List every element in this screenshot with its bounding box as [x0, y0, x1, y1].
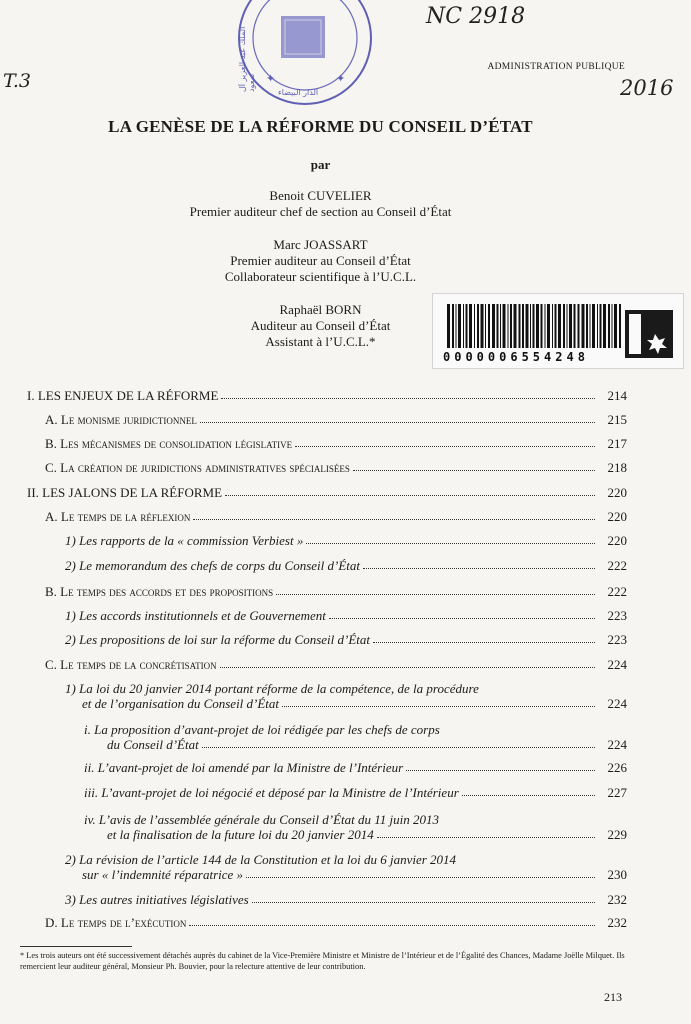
stamp-ring-text-bottom: الدار البيضاء [278, 88, 319, 97]
toc-page: 226 [607, 760, 627, 775]
toc-entry [45, 915, 627, 930]
barcode-sticker [432, 293, 684, 369]
toc-entry [84, 785, 627, 800]
running-header: ADMINISTRATION PUBLIQUE [487, 62, 625, 72]
toc-label: i. La proposition d’avant-projet de loi rédigée par les chefs de corps [84, 722, 440, 737]
toc-page: 220 [607, 509, 627, 524]
toc-label: 3) Les autres initiatives législatives [65, 892, 249, 907]
toc-entry [27, 485, 627, 500]
toc-entry [65, 892, 627, 907]
article-title: LA GENÈSE DE LA RÉFORME DU CONSEIL D’ÉTAT [108, 117, 533, 136]
toc-page: 214 [607, 388, 627, 403]
toc-entry [84, 760, 627, 775]
author-2 [0, 237, 641, 285]
author-role: Premier auditeur chef de section au Conseil d’État [189, 204, 452, 219]
author-role: Collaborateur scientifique à l’U.C.L. [224, 269, 417, 284]
toc-entry [84, 722, 627, 752]
handwritten-year: 2016 [620, 76, 674, 100]
toc-entry [65, 681, 627, 711]
toc-page: 217 [607, 436, 627, 451]
toc-label: C. La création de juridictions administratives spécialisées [45, 460, 350, 475]
author-role: Auditeur au Conseil d’État [250, 318, 391, 333]
toc-label: 1) La loi du 20 janvier 2014 portant réforme de la compétence, de la procédure [65, 681, 479, 696]
toc-entry [45, 460, 627, 475]
toc-page: 232 [607, 915, 627, 930]
toc-entry [45, 436, 627, 451]
toc-entry [65, 608, 627, 623]
toc-page: 224 [607, 737, 627, 752]
toc-label: B. Le temps des accords et des propositions [45, 584, 274, 599]
author-name: Benoit CUVELIER [269, 188, 372, 203]
handwritten-volume-mark: T.3 [3, 70, 32, 92]
toc-entry [45, 584, 627, 599]
svg-text:✦: ✦ [266, 73, 276, 85]
toc-label-continued: et la finalisation de la future loi du 20 janvier 2014 [107, 827, 374, 842]
toc-label: A. Le temps de la réflexion [45, 509, 191, 524]
toc-entry [65, 558, 627, 573]
by-line: par [310, 157, 331, 172]
toc-label: 2) La révision de l’article 144 de la Constitution et la loi du 6 janvier 2014 [65, 852, 457, 867]
toc-page: 223 [607, 632, 627, 647]
footnote-divider [20, 946, 132, 947]
toc-entry [65, 632, 627, 647]
toc-entry [27, 388, 627, 403]
toc-page: 227 [607, 785, 627, 800]
author-name: Raphaël BORN [279, 302, 362, 317]
barcode-icon [445, 302, 625, 350]
toc-label: II. LES JALONS DE LA RÉFORME [27, 485, 223, 500]
toc-label: 2) Le memorandum des chefs de corps du Conseil d’État [65, 558, 360, 573]
author-name: Marc JOASSART [273, 237, 368, 252]
toc-page: 232 [607, 892, 627, 907]
toc-page: 223 [607, 608, 627, 623]
toc-label: I. LES ENJEUX DE LA RÉFORME [27, 388, 219, 403]
toc-label: ii. L’avant-projet de loi amendé par la Ministre de l’Intérieur [84, 760, 404, 775]
toc-label: 1) Les accords institutionnels et de Gouvernement [65, 608, 326, 623]
toc-page: 218 [607, 460, 627, 475]
toc-label: iv. L’avis de l’assemblée générale du Conseil d’État du 11 juin 2013 [84, 812, 440, 827]
stamp-ring-text-left: الملك عبد العزيز آل سعود [238, 26, 256, 92]
toc-label: C. Le temps de la concrétisation [45, 657, 217, 672]
toc-entry [45, 657, 627, 672]
toc-page: 222 [607, 558, 627, 573]
toc-entry [45, 509, 627, 524]
toc-entry [84, 812, 627, 842]
library-logo-icon [625, 310, 673, 358]
toc-page: 220 [607, 533, 627, 548]
toc-entry [65, 533, 627, 548]
barcode-number: 0000006554248 [443, 350, 589, 364]
toc-label: iii. L’avant-projet de loi négocié et déposé par la Ministre de l’Intérieur [84, 785, 459, 800]
toc-label: 1) Les rapports de la « commission Verbiest » [65, 533, 304, 548]
toc-page: 215 [607, 412, 627, 427]
toc-entry [45, 412, 627, 427]
author-1 [0, 188, 641, 220]
toc-page: 222 [607, 584, 627, 599]
toc-label-continued: sur « l’indemnité réparatrice » [82, 867, 244, 882]
svg-text:✦: ✦ [336, 73, 346, 85]
page-number: 213 [604, 990, 622, 1004]
toc-label: D. Le temps de l’exécution [45, 915, 187, 930]
toc-page: 220 [607, 485, 627, 500]
toc-page: 229 [607, 827, 627, 842]
toc-label: 2) Les propositions de loi sur la réforme du Conseil d’État [65, 632, 371, 647]
toc-label: A. Le monisme juridictionnel [45, 412, 197, 427]
toc-entry [65, 852, 627, 882]
author-role: Assistant à l’U.C.L.* [265, 334, 376, 349]
author-role: Premier auditeur au Conseil d’État [230, 253, 411, 268]
toc-page: 230 [607, 867, 627, 882]
toc-page: 224 [607, 657, 627, 672]
footnote: * Les trois auteurs ont été successivement détachés auprès du cabinet de la Vice-Première Ministre et Ministre de l’Intérieur et de l’Égalité des Chances, Madame Joëlle Milquet. Ils remercient leur auditeur général, Monsieur Ph. Bouvier, pour la relecture attentive de leur contribution. [20, 951, 625, 971]
toc-label-continued: et de l’organisation du Conseil d’État [82, 696, 280, 711]
handwritten-catalog-code: NC 2918 [426, 4, 526, 29]
toc-page: 224 [607, 696, 627, 711]
toc-label-continued: du Conseil d’État [107, 737, 199, 752]
toc-label: B. Les mécanismes de consolidation législative [45, 436, 293, 451]
